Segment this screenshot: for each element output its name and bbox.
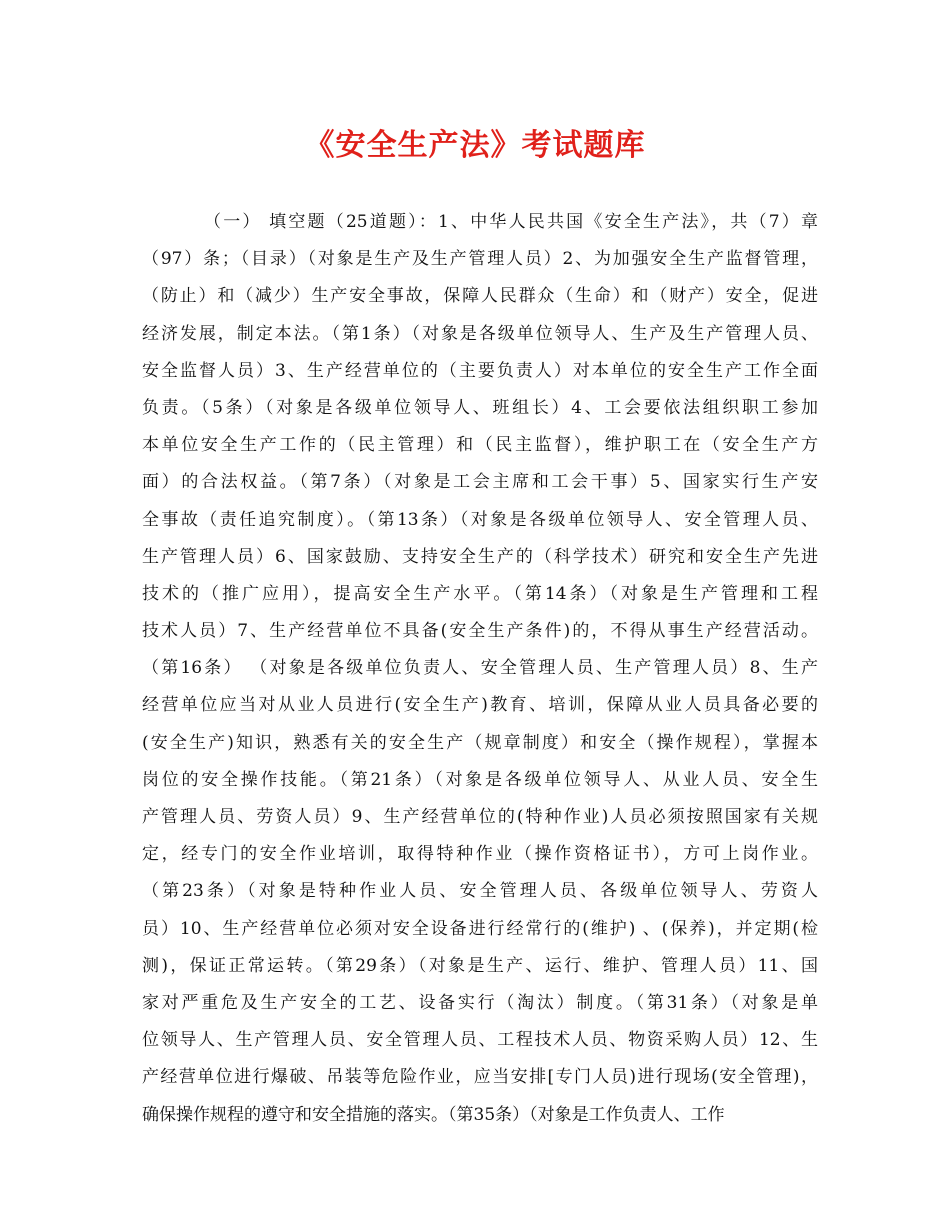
body-line: (安全生产)知识，熟悉有关的安全生产（规章制度）和安全（操作规程），掌握本 [142, 732, 818, 753]
body-line: 技术的（推广应用），提高安全生产水平。（第14条）（对象是生产管理和工程 [142, 583, 818, 604]
body-line: 经济发展，制定本法。（第1条）（对象是各级单位领导人、生产及生产管理人员、 [142, 323, 818, 344]
body-line: （防止）和（减少）生产安全事故，保障人民群众（生命）和（财产）安全，促进 [142, 286, 818, 307]
body-line: （一） 填空题（25道题）：1、中华人民共国《安全生产法》，共（7）章 [204, 212, 818, 232]
body-line: 技术人员）7、生产经营单位不具备(安全生产条件)的，不得从事生产经营活动。 [142, 621, 818, 642]
document-title: 《安全生产法》考试题库 [304, 128, 646, 163]
body-line: （第16条） （对象是各级单位负责人、安全管理人员、生产管理人员）8、生产 [142, 658, 818, 679]
body-line: （第23条）（对象是特种作业人员、安全管理人员、各级单位领导人、劳资人 [142, 881, 818, 902]
body-line: 岗位的安全操作技能。（第21条）（对象是各级单位领导人、从业人员、安全生 [142, 769, 818, 790]
body-line: 位领导人、生产管理人员、安全管理人员、工程技术人员、物资采购人员）12、生 [142, 1030, 818, 1051]
body-line: 定，经专门的安全作业培训，取得特种作业（操作资格证书），方可上岗作业。 [142, 844, 818, 865]
body-line: 面）的合法权益。（第7条）（对象是工会主席和工会干事）5、国家实行生产安 [142, 472, 818, 493]
body-line: 安全监督人员）3、生产经营单位的（主要负责人）对本单位的安全生产工作全面 [142, 360, 818, 381]
body-line: 测)，保证正常运转。（第29条）（对象是生产、运行、维护、管理人员）11、国 [142, 955, 818, 976]
body-line: 员）10、生产经营单位必须对安全设备进行经常行的(维护) 、(保养)，并定期(检 [142, 918, 818, 939]
document-body [142, 204, 818, 1134]
body-line: 生产管理人员）6、国家鼓励、支持安全生产的（科学技术）研究和安全生产先进 [142, 546, 818, 567]
body-line: 本单位安全生产工作的（民主管理）和（民主监督），维护职工在（安全生产方 [142, 435, 818, 456]
body-line: 全事故（责任追究制度）。（第13条）（对象是各级单位领导人、安全管理人员、 [142, 509, 818, 530]
body-line: 负责。（5条）（对象是各级单位领导人、班组长）4、工会要依法组织职工参加 [142, 397, 818, 418]
body-line: 经营单位应当对从业人员进行(安全生产)教育、培训，保障从业人员具备必要的 [142, 695, 818, 716]
body-line: 产经营单位进行爆破、吊装等危险作业，应当安排[专门人员)进行现场(安全管理)， [142, 1067, 818, 1088]
body-line: 确保操作规程的遵守和安全措施的落实。（第35条）（对象是工作负责人、工作 [142, 1104, 725, 1125]
body-line: 产管理人员、劳资人员）9、生产经营单位的(特种作业)人员必须按照国家有关规 [142, 807, 818, 827]
body-line: 家对严重危及生产安全的工艺、设备实行（淘汰）制度。（第31条）（对象是单 [142, 992, 818, 1013]
body-line: （97）条；（目录）（对象是生产及生产管理人员）2、为加强安全生产监督管理， [142, 249, 818, 270]
